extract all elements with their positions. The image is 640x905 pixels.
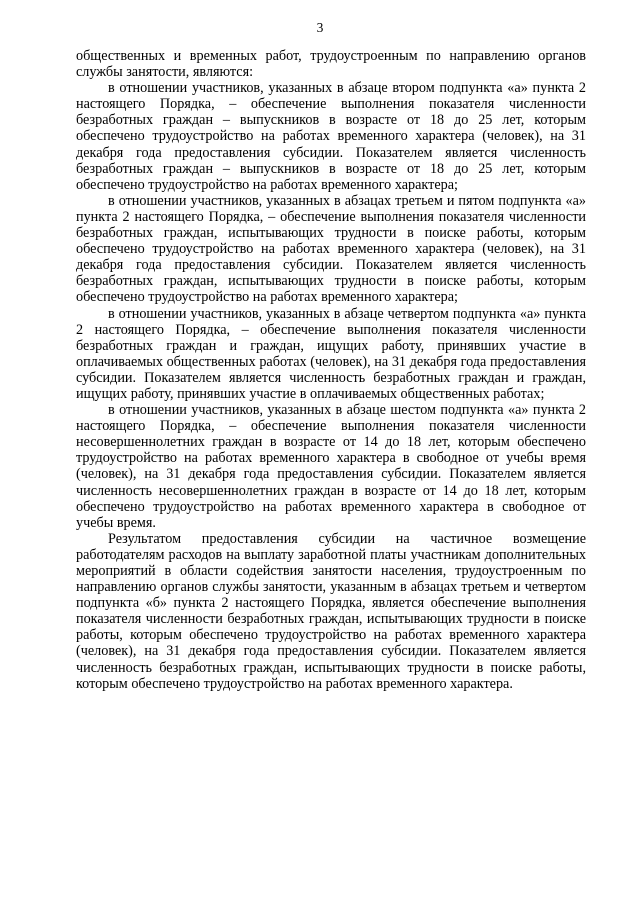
body-text [76,48,586,692]
paragraph-continuation: общественных и временных работ, трудоустроенным по направлению органов службы занятости, являются: [76,48,586,81]
paragraph-item-third-fifth-subclause-a: в отношении участников, указанных в абзацах третьем и пятом подпункта «а» пункта 2 настоящего Порядка, – обеспечение выполнения показателя численности безработных граждан, испытывающих трудности в поиске работы, которым обеспечено трудоустройство на работах временного характера (человек), на 31 декабря года предоставления субсидии. Показателем является численность безработных граждан, испытывающих трудности в поиске работы, которым обеспечено трудоустройство на работах временного характера; [76,192,586,306]
paragraph-result-subclause-b: Результатом предоставления субсидии на частичное возмещение работодателям расходов на выплату заработной платы участникам дополнительных мероприятий в области содействия занятости населения, трудоустроенным по направлению органов службы занятости, указанным в абзацах третьем и четвертом подпункта «б» пункта 2 настоящего Порядка, является обеспечение выполнения показателя численности безработных граждан, испытывающих трудности в поиске работы, которым обеспечено трудоустройство на работах временного характера (человек), на 31 декабря года предоставления субсидии. Показателем является численность безработных граждан, испытывающих трудности в поиске работы, которым обеспечено трудоустройство на работах временного характера. [76,530,586,692]
paragraph-item-second-subclause-a: в отношении участников, указанных в абзаце втором подпункта «а» пункта 2 настоящего Порядка, – обеспечение выполнения показателя численности безработных граждан – выпускников в возрасте от 18 до 25 лет, которым обеспечено трудоустройство на работах временного характера (человек), на 31 декабря года предоставления субсидии. Показателем является численность безработных граждан – выпускников в возрасте от 18 до 25 лет, которым обеспечено трудоустройство на работах временного характера; [76,80,586,193]
paragraph-item-sixth-subclause-a: в отношении участников, указанных в абзаце шестом подпункта «а» пункта 2 настоящего Порядка, – обеспечение выполнения показателя численности несовершеннолетних граждан в возрасте от 14 до 18 лет, которым обеспечено трудоустройство на работах временного характера в свободное от учебы время (человек), на 31 декабря года предоставления субсидии. Показателем является численность несовершеннолетних граждан в возрасте от 14 до 18 лет, которым обеспечено трудоустройство на работах временного характера в свободное от учебы время. [76,402,586,531]
page-number: 3 [316,20,324,35]
paragraph-item-fourth-subclause-a: в отношении участников, указанных в абзаце четвертом подпункта «а» пункта 2 настоящего Порядка, – обеспечение выполнения показателя численности безработных граждан и граждан, ищущих работу, принявших участие в оплачиваемых общественных работах (человек), на 31 декабря года предоставления субсидии. Показателем является численность безработных граждан и граждан, ищущих работу, принявших участие в оплачиваемых общественных работах; [76,305,586,402]
